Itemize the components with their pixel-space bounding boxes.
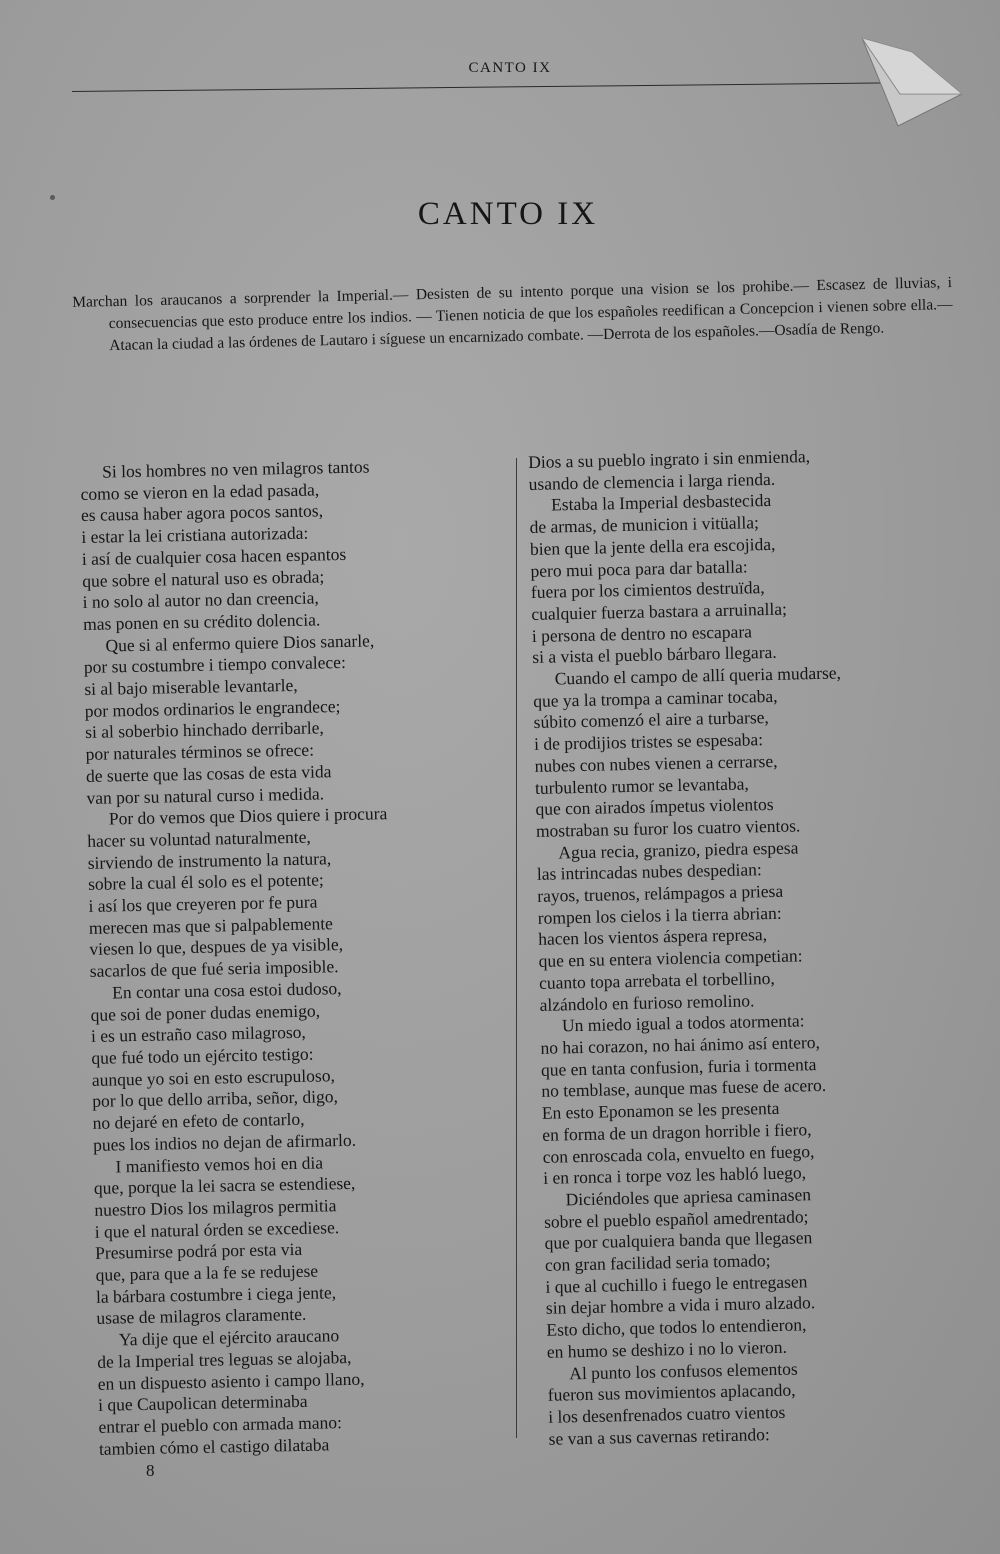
verse-line: si al bajo miserable levantarle,	[84, 674, 298, 699]
page-number: 8	[146, 1461, 155, 1480]
verse-line: sirviendo de instrumento la natura,	[87, 847, 332, 873]
verse-line: Presumirse podrá por esta via	[94, 1239, 303, 1264]
verse-column-left	[80, 454, 499, 1460]
verse-line: i no solo al autor no dan creencia,	[82, 587, 320, 613]
canto-title: CANTO IX	[417, 196, 599, 232]
verse-line: de suerte que las cosas de esta vida	[85, 761, 332, 786]
verse-line: Cuando el campo de allí queria mudarse,	[554, 662, 842, 689]
verse-line: Al punto los confusos elementos	[569, 1358, 798, 1383]
verse-line: bien que la jente della era escojida,	[529, 533, 776, 559]
verse-line: Esto dicho, que todos lo entendieron,	[546, 1314, 807, 1340]
verse-line: tambien cómo el castigo dilataba	[98, 1434, 330, 1459]
verse-line: i en ronca i torpe voz les habló luego,	[542, 1162, 807, 1189]
verse-line: entrar el pueblo con armada mano:	[98, 1412, 343, 1437]
verse-line: sin dejar hombre a vida i muro alzado.	[545, 1292, 816, 1319]
verse-line: que soi de poner dudas enemigo,	[90, 1000, 321, 1025]
verse-line: que fué todo un ejército testigo:	[91, 1043, 314, 1068]
column-divider	[516, 458, 517, 1438]
verse-line: que, porque la lei sacra se estendiese,	[93, 1173, 356, 1199]
verse-line: en forma de un dragon horrible i fiero,	[542, 1119, 812, 1145]
argument-text: Marchan los araucanos a sorprender la Imperial.— Desisten de su intento porque una vision se los prohibe.— Escasez de lluvias, i consecuencias que esto produce entre los indios. — Tienen noticia de que los españoles reedifican a Concepcion i vienen sobre ella.— Atacan la ciudad a las órdenes de Lautaro i síguese un encarnizado combate. —Derrota de los españoles.—Osadía de Rengo.	[72, 274, 953, 355]
verse-line: fuera por los cimientos destruïda,	[530, 577, 765, 603]
verse-line: viesen lo que, despues de ya visible,	[89, 934, 344, 960]
verse-line: i estar la lei cristiana autorizada:	[81, 522, 309, 548]
verse-line: Por do vemos que Dios quiere i procura	[108, 803, 388, 829]
verse-line: las intrincadas nubes despedian:	[536, 859, 763, 885]
verse-line: por lo que dello arriba, señor, digo,	[92, 1086, 339, 1112]
verse-line: con enroscada cola, envuelto en fuego,	[542, 1140, 815, 1167]
verse-line: merecen mas que si palpablemente	[88, 912, 334, 938]
verse-line: se van a sus cavernas retirando:	[548, 1423, 770, 1449]
verse-line: por su costumbre i tiempo convalece:	[83, 652, 347, 678]
verse-line: Ya dije que el ejército araucano	[118, 1325, 340, 1350]
verse-line: cualquier fuerza bastara a arruinalla;	[531, 598, 788, 624]
verse-line: alzándolo en furioso remolino.	[539, 989, 755, 1015]
verse-line: que en su entera violencia competian:	[538, 945, 803, 972]
verse-line: por naturales términos se ofrece:	[85, 739, 315, 765]
verse-line: no hai corazon, no hai ánimo así entero,	[540, 1032, 821, 1058]
verse-line: i persona de dentro no escapara	[531, 620, 753, 646]
verse-line: sobre la cual él solo es el potente;	[87, 869, 324, 895]
verse-line: i de prodijios tristes se espesaba:	[533, 729, 764, 755]
verse-line: que ya la trompa a caminar tocaba,	[532, 685, 778, 711]
verse-line: que, para que a la fe se redujese	[95, 1260, 319, 1285]
verse-line: de armas, de municion i vitüalla;	[529, 512, 760, 538]
verse-line: nubes con nubes vienen a cerrarse,	[534, 750, 778, 776]
verse-line: como se vieron en la edad pasada,	[80, 479, 320, 504]
verse-line: i que el natural órden se excediese.	[94, 1216, 340, 1242]
folded-paper-corner	[862, 34, 962, 130]
verse-line: nuestro Dios los milagros permitia	[94, 1195, 337, 1220]
verse-line: Si los hombres no ven milagros tantos	[101, 456, 370, 482]
verse-line: la bárbara costumbre i ciega jente,	[95, 1281, 337, 1307]
verse-line: que sobre el natural uso es obrada;	[82, 565, 325, 591]
verse-line: pues los indios no dejan de afirmarlo.	[92, 1129, 357, 1155]
verse-line: aunque yo soi en esto escrupuloso,	[91, 1064, 336, 1090]
verse-line: es causa haber agora pocos santos,	[80, 500, 324, 526]
verse-line: turbulento rumor se levantaba,	[534, 772, 750, 798]
running-head: CANTO IX	[468, 60, 552, 76]
verse-line: Un miedo igual a todos atormenta:	[561, 1010, 805, 1036]
verse-line: usando de clemencia i larga rienda.	[528, 468, 776, 494]
verse-line: van por su natural curso i medida.	[86, 782, 325, 808]
verse-line: rayos, truenos, relámpagos a priesa	[537, 880, 784, 906]
verse-line: cuanto topa arrebata el torbellino,	[538, 967, 775, 993]
verse-line: Que si al enfermo quiere Dios sanarle,	[105, 630, 375, 656]
verse-line: sobre el pueblo español amedrentado;	[543, 1205, 809, 1232]
verse-line: con gran facilidad seria tomado;	[544, 1250, 771, 1275]
verse-line: I manifiesto vemos hoi en dia	[115, 1151, 324, 1176]
verse-line: Agua recia, granizo, piedra espesa	[558, 837, 799, 863]
verse-line: usase de milagros claramente.	[96, 1304, 307, 1329]
verse-line: En contar una cosa estoi dudoso,	[111, 977, 342, 1003]
verse-line: hacen los vientos áspera represa,	[537, 924, 768, 950]
verse-line: que por cualquiera banda que llegasen	[544, 1227, 813, 1254]
verse-line: si al soberbio hinchado derribarle,	[84, 717, 324, 743]
verse-line: mas ponen en su crédito dolencia.	[82, 609, 321, 634]
verse-line: i así de cualquier cosa hacen espantos	[81, 543, 347, 569]
verse-line: en un dispuesto asiento i campo llano,	[97, 1368, 365, 1394]
verse-line: por modos ordinarios le engrandece;	[84, 695, 341, 721]
verse-line: súbito comenzó el aire a turbarse,	[533, 707, 770, 733]
verse-line: i los desenfrenados cuatro vientos	[547, 1401, 786, 1427]
verse-line: en humo se deshizo i no lo vieron.	[546, 1336, 788, 1362]
verse-column-right	[528, 444, 949, 1451]
verse-line: Dios a su pueblo ingrato i sin enmienda,	[528, 446, 811, 472]
verse-line: Diciéndoles que apriesa caminasen	[565, 1184, 812, 1210]
verse-line: pero mui poca para dar batalla:	[530, 555, 748, 581]
verse-line: no temblase, aunque mas fuese de acero.	[541, 1075, 827, 1102]
verse-line: si a vista el pueblo bárbaro llegara.	[532, 642, 777, 668]
verse-line: no dejaré en efeto de contarlo,	[92, 1108, 305, 1133]
verse-line: que en tanta confusion, furia i tormenta	[540, 1053, 817, 1080]
verse-line: hacer su voluntad naturalmente,	[87, 826, 311, 851]
verse-line: de la Imperial tres leguas se alojaba,	[97, 1346, 352, 1372]
verse-line: sacarlos de que fué seria imposible.	[89, 956, 339, 982]
verse-line: i que Caupolican determinaba	[97, 1391, 308, 1416]
verse-line: mostraban su furor los cuatro vientos.	[535, 815, 801, 841]
verse-line: i es un estraño caso milagroso,	[90, 1022, 306, 1047]
verse-line: i que al cuchillo i fuego le entregasen	[545, 1271, 808, 1297]
verse-line: i así los que creyeren por fe pura	[88, 891, 318, 916]
verse-line: que con airados ímpetus violentos	[535, 794, 774, 820]
verse-line: Estaba la Imperial desbastecida	[550, 490, 772, 515]
verse-line: En esto Eponamon se les presenta	[541, 1097, 780, 1123]
verse-line: fueron sus movimientos aplacando,	[547, 1379, 796, 1406]
verse-line: rompen los cielos i la tierra abrian:	[537, 902, 782, 928]
